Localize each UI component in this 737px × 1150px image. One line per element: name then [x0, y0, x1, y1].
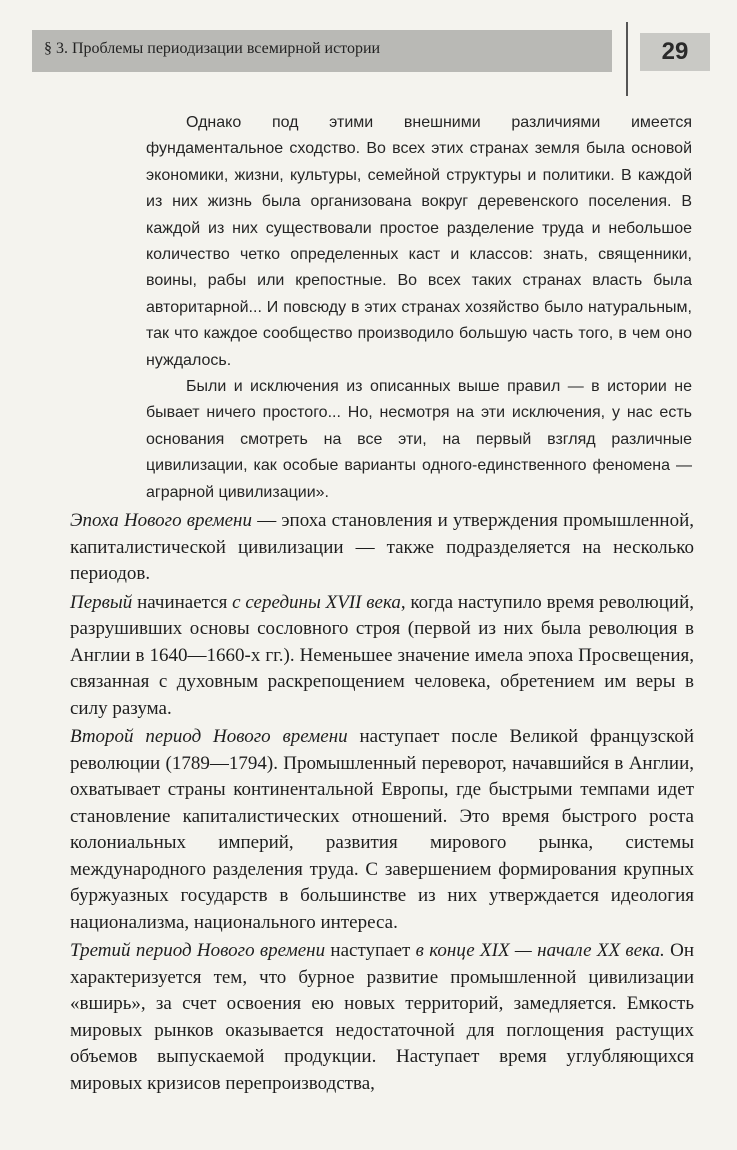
running-header-title: § 3. Проблемы периодизации всемирной истории: [44, 40, 381, 57]
body-paragraph: [70, 724, 694, 936]
paragraph-text: , когда наступило время революций, разрушивших основы сословного строя (первой из них была революция в Англии в 1640—1660-х гг.). Неменьшее значение имела эпоха Просвещения, связанная с духовным раскрепощением человека, обретением им веры в силу разума.: [70, 591, 694, 719]
quote-paragraph: Однако под этими внешними различиями имеется фундаментальное сходство. Во всех этих странах земля была основой экономики, жизни, культуры, семейной структуры и политики. В каждой из них жизнь была организована вокруг деревенского поселения. В каждой из них существовали простое разделение труда и небольшое количество четко определенных каст и классов: знать, священники, воины, рабы или крепостные. Во всех таких странах власть была авторитарной... И повсюду в этих странах хозяйство было натуральным, так что каждое сообщество производило большую часть того, в чем оно нуждалось.: [146, 114, 692, 369]
term-emphasis: Эпоха Нового времени: [70, 510, 252, 531]
header-divider: [626, 22, 628, 96]
paragraph-text: — эпоха становления и утверждения промышленной, капиталистической цивилизации — также подразделяется на несколько периодов.: [70, 510, 694, 584]
main-text: [70, 508, 694, 1099]
quote-block: [146, 110, 692, 506]
term-emphasis: Третий период Нового времени: [70, 940, 326, 961]
paragraph-text: наступает после Великой французской революции (1789—1794). Промышленный переворот, начавшийся в Англии, охватывает страны континентальной Европы, где быстрыми темпами идет становление капиталистических отношений. Это время быстрого роста колониальных империй, развития мирового рынка, системы международного разделения труда. С завершением формирования крупных буржуазных государств в большинстве из них утверждается идеология национализма, национального интереса.: [70, 726, 694, 933]
paragraph-text: Он характеризуется тем, что бурное развитие промышленной цивилизации «вширь», за счет освоения ею новых территорий, замедляется. Емкость мировых рынков оказывается недостаточной для поглощения растущих объемов выпускаемой продукции. Наступает время углубляющихся мировых кризисов перепроизводства,: [70, 940, 694, 1094]
term-emphasis: Первый: [70, 591, 133, 613]
paragraph-text: наступает: [325, 940, 416, 961]
quote-paragraph: Были и исключения из описанных выше правил — в истории не бывает ничего простого... Но, несмотря на эти исключения, у нас есть основания смотреть на все эти, на первый взгляд различные цивилизации, как особые варианты одного-единственного феномена — аграрной цивилизации».: [146, 378, 692, 501]
body-paragraph: [70, 590, 694, 723]
body-paragraph: [70, 938, 694, 1097]
paragraph-text: начинается: [132, 591, 233, 613]
page-number: 29: [640, 33, 710, 71]
term-emphasis: с середины XVII века: [232, 591, 401, 613]
term-emphasis: Второй период Нового времени: [70, 726, 348, 747]
body-paragraph: [70, 508, 694, 588]
term-emphasis: в конце XIX — начале XX века.: [415, 940, 665, 961]
